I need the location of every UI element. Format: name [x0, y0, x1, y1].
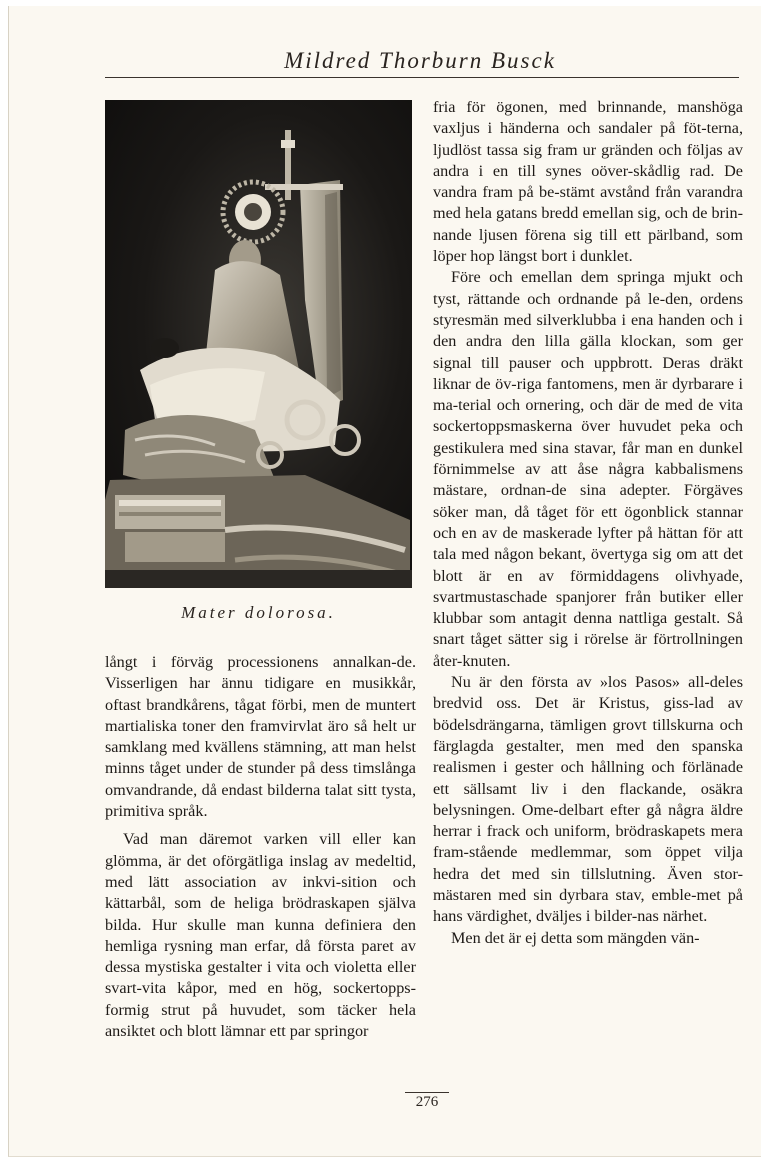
- book-page: [8, 6, 761, 1157]
- figure-caption: Mater dolorosa.: [181, 603, 336, 622]
- header-rule: [105, 77, 739, 78]
- paragraph: fria för ögonen, med brinnande, manshöga vaxljus i händerna och sandaler på föt-terna, ljudlöst tassa sig fram ur gränden och följas av andra i en till synes oöver-skådlig rad. De vandra fram på be-stämt avstånd från varandra med hela gatans bredd emellan sig, och de brin-nande ljusen förena sig till ett pärlband, som löper hop längst bort i dunklet.: [433, 98, 743, 266]
- text-column-left: [105, 652, 416, 1042]
- paragraph: Vad man däremot varken vill eller kan glömma, är det oförgätliga inslag av medeltid, med lätt association av inkvi-sition och kättarbål, som de heliga brödraskapen själva bilda. Hur skulle man kunna definiera den hemliga rysning man erfar, då första paret av dessa mystiska gestalter i vita och violetta eller svart-vita kåpor, med en hög, sockertopps-formig strut på huvudet, som täcker hela ansiktet och blott lämnar ett par springor: [105, 830, 416, 1041]
- running-header: Mildred Thorburn Busck: [284, 48, 556, 73]
- photo-plate: [105, 100, 412, 588]
- text-column-right: [433, 97, 743, 949]
- paragraph: långt i förväg processionens annalkan-de. Visserligen har ännu tidigare en musikkår, oftast brandkårens, tågat förbi, men de muntert martialiska toner den framvirvlat äro så helt ur samklang med kvällens stämning, att man helst minns tåget under de stunder på dess timslånga omvandrande, då endast bilderna talat sitt tysta, primitiva språk.: [105, 653, 416, 821]
- paragraph: Före och emellan dem springa mjukt och tyst, rättande och ordnande på le-den, ordens styresmän med silverklubba i ena handen och i den andra den lilla gälla klockan, som ger signal till pauser och uppbrott. Deras dräkt liknar de öv-riga fantomens, men är dyrbarare i ma-terial och ornering, och där de med de vita sockertoppsmaskerna över huvudet peka och gestikulera med sina stavar, får man en dunkel förnimmelse av att åse några kabbalismens mästare, ordnan-de sina adepter. Förgäves söker man, då tåget för ett ögonblick stannar och en av de maskerade lyfter på hättan för att tala med någon bekant, övertyga sig om att det blott är en av förmiddagens olivhyade, svartmustaschade spanjorer från butiker eller klubbar som antagit denna nattliga gestalt. Så snart tåget sätter sig i rörelse är förtrollningen åter-knuten.: [433, 268, 743, 670]
- paragraph: Men det är ej detta som mängden vän-: [451, 928, 700, 947]
- paragraph: Nu är den första av »los Pasos» all-deles bredvid oss. Det är Kristus, giss-lad av bödelsdrängarna, tämligen grovt tillskurna och färglagda gestalter, men med den spanska realismen i gester och hållning och förlänade ett sällsamt liv i den flackande, osäkra belysningen. Ome-delbart efter gå några äldre herrar i frack och uniform, brödraskapets mera fram-stående medlemmar, som öppet vilja hedra det med sin tillslutning. Även stor-mästaren med sin dyrbara stav, emble-met på hans värdighet, dväljes i bilder-nas närhet.: [433, 673, 743, 926]
- page-number: 276: [405, 1092, 449, 1111]
- madonna-statue-image: [105, 100, 412, 588]
